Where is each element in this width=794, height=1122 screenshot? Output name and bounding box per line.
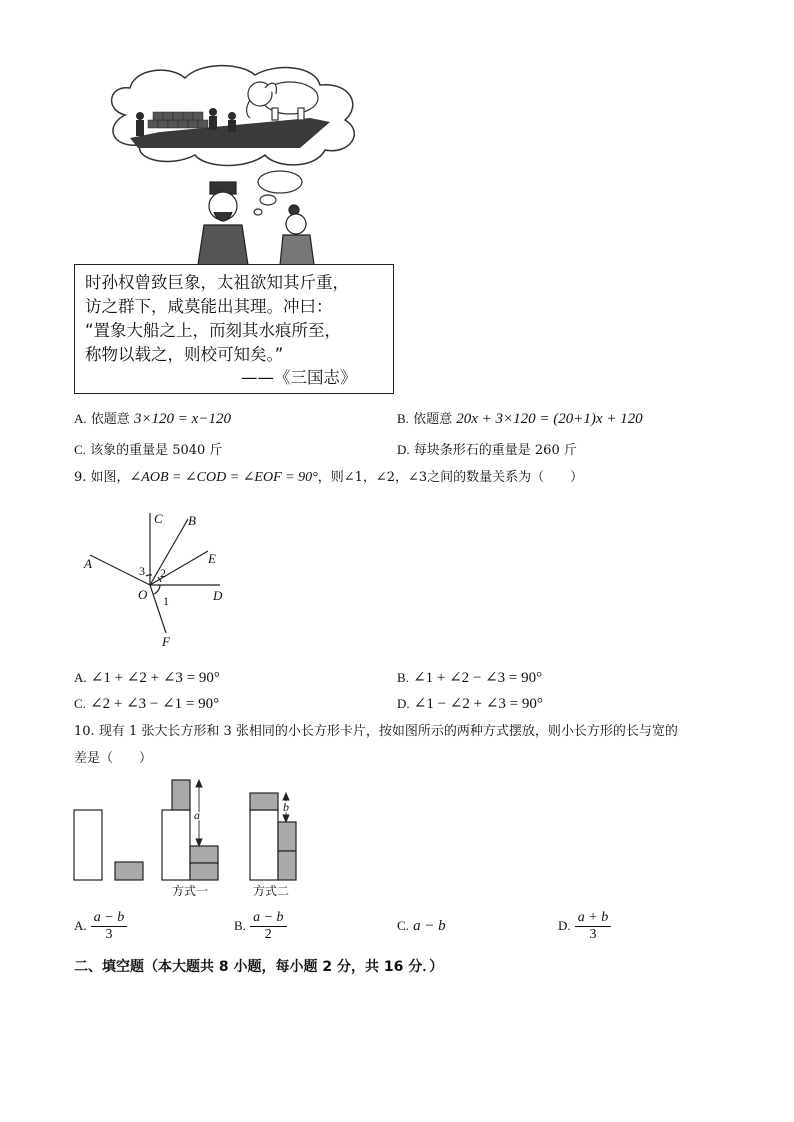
option-text: 依题意 bbox=[90, 412, 130, 427]
stem-text: ，则∠1，∠2，∠3之间的数量关系为（ ） bbox=[317, 470, 584, 485]
option-label: A. bbox=[74, 918, 87, 933]
q10-stem-line-1 bbox=[74, 722, 678, 742]
q10-option-d[interactable] bbox=[558, 908, 611, 945]
label-f: F bbox=[162, 634, 170, 649]
label-method-2: 方式二 bbox=[253, 884, 290, 898]
q9-stem bbox=[74, 468, 583, 488]
option-label: D. bbox=[397, 696, 410, 711]
option-formula: ∠1 + ∠2 + ∠3 = 90° bbox=[90, 670, 220, 686]
option-fraction bbox=[575, 910, 611, 943]
option-label: D. bbox=[397, 442, 410, 457]
option-formula: ∠1 + ∠2 − ∠3 = 90° bbox=[413, 670, 543, 686]
label-c: C bbox=[154, 511, 163, 526]
quote-line-2: 访之群下，咸莫能出其理。冲曰： bbox=[85, 297, 333, 316]
angle-arc-1 bbox=[154, 585, 160, 594]
cao-chong-weighs-elephant-illustration bbox=[100, 60, 370, 265]
adult-figure bbox=[198, 182, 248, 265]
q9-angle-figure bbox=[80, 505, 240, 655]
q9-option-d[interactable] bbox=[397, 695, 543, 714]
q9-option-a[interactable] bbox=[74, 669, 220, 688]
angle-arc-3 bbox=[146, 575, 152, 576]
fraction-denominator: 3 bbox=[589, 927, 597, 942]
label-a: A bbox=[84, 556, 92, 571]
m2-big-rectangle bbox=[250, 810, 278, 880]
m1-small-top bbox=[172, 780, 190, 810]
q9-option-b[interactable] bbox=[397, 669, 542, 688]
label-b: B bbox=[188, 513, 196, 528]
option-fraction bbox=[250, 910, 286, 943]
stem-text: 如图， bbox=[90, 470, 130, 485]
option-text: 该象的重量是 5040 斤 bbox=[90, 443, 223, 458]
option-label: B. bbox=[397, 670, 409, 685]
option-label: A. bbox=[74, 670, 87, 685]
label-angle-3: 3 bbox=[139, 564, 145, 578]
quote-box bbox=[74, 264, 394, 394]
ray-ob bbox=[150, 519, 188, 585]
q8-option-d[interactable] bbox=[397, 441, 577, 460]
quote-line-3: “置象大船之上，而刻其水痕所至， bbox=[85, 321, 342, 340]
section-heading-fill-in-blank: 二、填空题（本大题共 8 小题，每小题 2 分，共 16 分．） bbox=[74, 959, 444, 975]
question-number: 10. bbox=[74, 724, 95, 739]
m2-small-mid bbox=[278, 822, 296, 851]
big-rectangle bbox=[74, 810, 102, 880]
label-a: a bbox=[194, 808, 200, 822]
option-label: C. bbox=[397, 918, 409, 933]
stem-text: 现有 1 张大长方形和 3 张相同的小长方形卡片，按如图所示的两种方式摆放，则小长方形的长与宽的 bbox=[98, 724, 678, 739]
label-o: O bbox=[138, 587, 148, 602]
q10-option-c[interactable] bbox=[397, 908, 446, 945]
label-d: D bbox=[213, 588, 223, 603]
option-text: 依题意 bbox=[413, 412, 453, 427]
fraction-numerator: a − b bbox=[91, 910, 127, 927]
option-formula: 20x + 3×120 = (20+1)x + 120 bbox=[456, 411, 643, 427]
q8-option-b[interactable] bbox=[397, 410, 643, 429]
option-formula: ∠1 − ∠2 + ∠3 = 90° bbox=[413, 696, 543, 712]
m1-big-rectangle bbox=[162, 810, 190, 880]
ray-of bbox=[150, 585, 166, 633]
fraction-denominator: 3 bbox=[105, 927, 113, 942]
label-angle-2: 2 bbox=[160, 566, 166, 580]
q10-option-b[interactable] bbox=[234, 908, 287, 945]
option-label: C. bbox=[74, 696, 86, 711]
quote-source: ——《三国志》 bbox=[241, 368, 357, 387]
child-figure bbox=[280, 205, 314, 265]
fraction-numerator: a + b bbox=[575, 910, 611, 927]
ray-oe bbox=[150, 551, 208, 585]
q8-option-a[interactable] bbox=[74, 410, 231, 429]
stem-formula: ∠AOB = ∠COD = ∠EOF = 90° bbox=[129, 470, 318, 485]
quote-line-4: 称物以载之，则校可知矣。” bbox=[85, 345, 284, 364]
quote-line-1: 时孙权曾致巨象，太祖欲知其斤重， bbox=[85, 273, 349, 292]
q8-option-c[interactable] bbox=[74, 441, 222, 460]
q10-option-a[interactable] bbox=[74, 908, 127, 945]
option-fraction bbox=[91, 910, 127, 943]
option-formula: 3×120 = x−120 bbox=[133, 411, 231, 427]
option-label: B. bbox=[397, 411, 409, 426]
fraction-denominator: 2 bbox=[264, 927, 272, 942]
question-number: 9. bbox=[74, 470, 87, 485]
fraction-numerator: a − b bbox=[250, 910, 286, 927]
q10-stem-line-2: 差是（ ） bbox=[74, 751, 153, 766]
option-formula: ∠2 + ∠3 − ∠1 = 90° bbox=[90, 696, 220, 712]
m2-small-top bbox=[250, 793, 278, 810]
label-method-1: 方式一 bbox=[172, 884, 209, 898]
label-b: b bbox=[283, 800, 289, 814]
option-label: A. bbox=[74, 411, 87, 426]
m1-small-mid bbox=[190, 846, 218, 863]
option-formula: a − b bbox=[413, 918, 446, 934]
label-e: E bbox=[208, 551, 216, 566]
m2-small-low bbox=[278, 851, 296, 880]
option-label: C. bbox=[74, 442, 86, 457]
option-label: B. bbox=[234, 918, 246, 933]
m1-small-low bbox=[190, 863, 218, 880]
option-label: D. bbox=[558, 918, 571, 933]
stones bbox=[148, 112, 208, 128]
small-rectangle bbox=[115, 862, 143, 880]
q10-cards-figure bbox=[70, 776, 330, 900]
option-text: 每块条形石的重量是 260 斤 bbox=[413, 443, 577, 458]
label-angle-1: 1 bbox=[163, 594, 169, 608]
q9-option-c[interactable] bbox=[74, 695, 219, 714]
